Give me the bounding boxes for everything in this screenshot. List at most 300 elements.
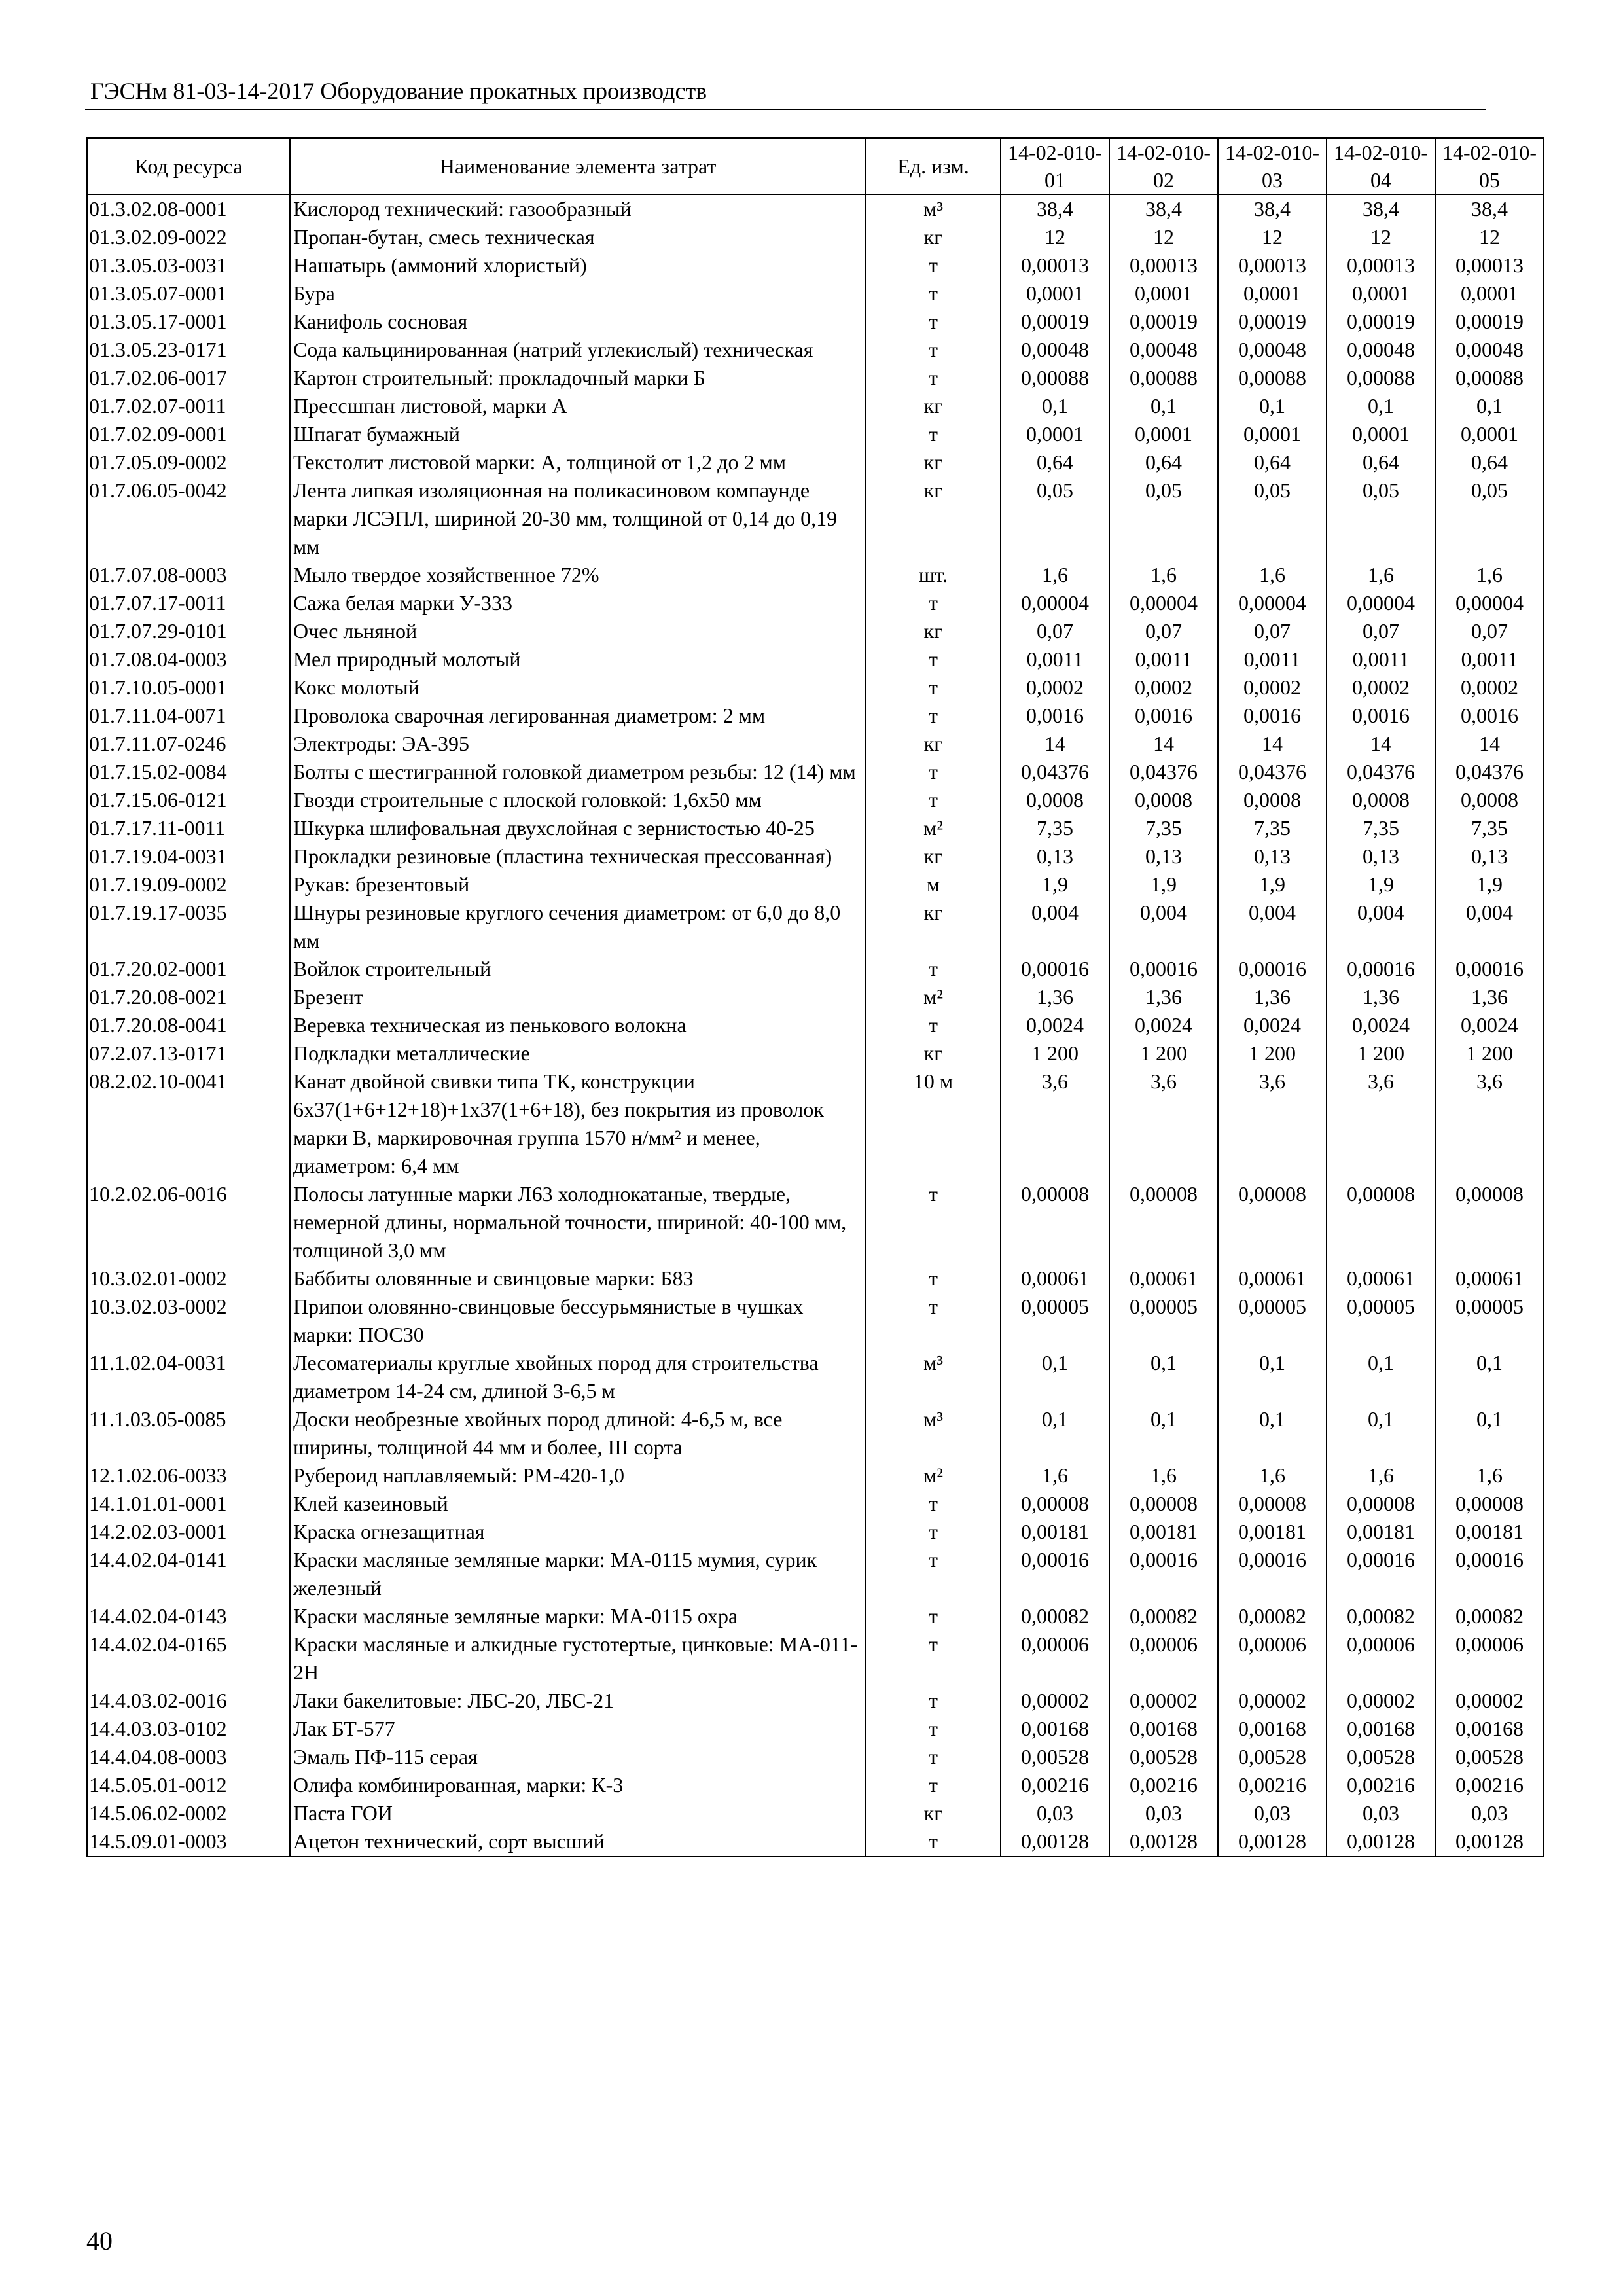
resource-name: Прессшпан листовой, марки А bbox=[290, 392, 866, 420]
resource-name: Канат двойной свивки типа ТК, конструкции 6х37(1+6+12+18)+1х37(1+6+18), без покрытия из проволок марки В, маркировочная группа 1570 н/мм² и менее, диаметром: 6,4 мм bbox=[290, 1067, 866, 1180]
resource-name: Сажа белая марки У-333 bbox=[290, 589, 866, 617]
column-header: Код ресурса bbox=[87, 138, 290, 194]
resource-value: 1,6 bbox=[1435, 561, 1544, 589]
resource-name: Припои оловянно-свинцовые бессурьмянистые в чушках марки: ПОС30 bbox=[290, 1293, 866, 1349]
resource-value: 0,1 bbox=[1109, 1349, 1218, 1405]
page-number: 40 bbox=[86, 2226, 113, 2255]
resource-unit: т bbox=[866, 955, 1001, 983]
table-row bbox=[87, 194, 1544, 223]
resource-value: 0,05 bbox=[1218, 476, 1327, 561]
resource-code: 01.7.05.09-0002 bbox=[87, 448, 290, 476]
resource-value: 14 bbox=[1218, 730, 1327, 758]
resource-value: 0,0011 bbox=[1001, 645, 1109, 673]
table-row bbox=[87, 1518, 1544, 1546]
resource-value: 0,00013 bbox=[1327, 251, 1435, 279]
resource-value: 1,9 bbox=[1327, 870, 1435, 899]
resource-value: 0,00005 bbox=[1327, 1293, 1435, 1349]
resource-value: 0,0001 bbox=[1327, 279, 1435, 308]
resource-value: 0,00008 bbox=[1327, 1490, 1435, 1518]
resource-value: 0,1 bbox=[1435, 1349, 1544, 1405]
table-row bbox=[87, 1039, 1544, 1067]
resource-code: 14.4.04.08-0003 bbox=[87, 1743, 290, 1771]
resource-value: 0,00013 bbox=[1218, 251, 1327, 279]
resource-value: 0,0002 bbox=[1435, 673, 1544, 702]
resource-value: 0,00061 bbox=[1109, 1265, 1218, 1293]
table-row bbox=[87, 223, 1544, 251]
resource-value: 3,6 bbox=[1218, 1067, 1327, 1180]
resource-code: 01.7.08.04-0003 bbox=[87, 645, 290, 673]
table-row bbox=[87, 1293, 1544, 1349]
resource-unit: т bbox=[866, 758, 1001, 786]
resource-value: 0,1 bbox=[1218, 392, 1327, 420]
table-row bbox=[87, 364, 1544, 392]
resource-value: 0,07 bbox=[1218, 617, 1327, 645]
resource-value: 0,0008 bbox=[1327, 786, 1435, 814]
resource-value: 7,35 bbox=[1327, 814, 1435, 842]
resource-value: 1,36 bbox=[1001, 983, 1109, 1011]
resource-value: 0,03 bbox=[1001, 1799, 1109, 1827]
resource-name: Ацетон технический, сорт высший bbox=[290, 1827, 866, 1856]
table-row bbox=[87, 279, 1544, 308]
resource-value: 0,1 bbox=[1001, 392, 1109, 420]
resource-value: 0,00004 bbox=[1435, 589, 1544, 617]
resource-unit: т bbox=[866, 645, 1001, 673]
resource-name: Лента липкая изоляционная на поликасиновом компаунде марки ЛСЭПЛ, шириной 20-30 мм, толщиной от 0,14 до 0,19 мм bbox=[290, 476, 866, 561]
resource-value: 0,1 bbox=[1001, 1405, 1109, 1462]
table-row bbox=[87, 336, 1544, 364]
resource-code: 10.3.02.03-0002 bbox=[87, 1293, 290, 1349]
resource-unit: т bbox=[866, 1265, 1001, 1293]
resource-name: Сода кальцинированная (натрий углекислый) техническая bbox=[290, 336, 866, 364]
table-row bbox=[87, 448, 1544, 476]
resource-code: 01.7.19.17-0035 bbox=[87, 899, 290, 955]
resource-value: 0,0024 bbox=[1109, 1011, 1218, 1039]
resource-code: 11.1.03.05-0085 bbox=[87, 1405, 290, 1462]
resource-value: 1,6 bbox=[1327, 1462, 1435, 1490]
resource-value: 0,00006 bbox=[1001, 1630, 1109, 1687]
table-row bbox=[87, 1799, 1544, 1827]
resource-value: 0,64 bbox=[1109, 448, 1218, 476]
resource-value: 0,00061 bbox=[1327, 1265, 1435, 1293]
table-body bbox=[87, 194, 1544, 1856]
resource-code: 01.7.11.04-0071 bbox=[87, 702, 290, 730]
resource-value: 0,0016 bbox=[1218, 702, 1327, 730]
resource-code: 14.4.03.02-0016 bbox=[87, 1687, 290, 1715]
resource-value: 0,0002 bbox=[1001, 673, 1109, 702]
table-row bbox=[87, 673, 1544, 702]
resource-value: 0,00002 bbox=[1435, 1687, 1544, 1715]
resource-value: 0,13 bbox=[1218, 842, 1327, 870]
resource-value: 0,00013 bbox=[1435, 251, 1544, 279]
resource-value: 0,07 bbox=[1435, 617, 1544, 645]
resource-value: 0,03 bbox=[1109, 1799, 1218, 1827]
resource-value: 0,00002 bbox=[1109, 1687, 1218, 1715]
resource-value: 0,0011 bbox=[1435, 645, 1544, 673]
resource-value: 1,6 bbox=[1109, 561, 1218, 589]
table-row bbox=[87, 1349, 1544, 1405]
resource-unit: т bbox=[866, 308, 1001, 336]
resource-value: 0,00528 bbox=[1218, 1743, 1327, 1771]
resource-value: 0,00006 bbox=[1435, 1630, 1544, 1687]
resource-code: 14.5.05.01-0012 bbox=[87, 1771, 290, 1799]
resource-value: 0,00088 bbox=[1218, 364, 1327, 392]
resource-value: 0,05 bbox=[1001, 476, 1109, 561]
resource-value: 0,04376 bbox=[1001, 758, 1109, 786]
resource-value: 0,00128 bbox=[1001, 1827, 1109, 1856]
resource-value: 0,0001 bbox=[1327, 420, 1435, 448]
resource-value: 0,00216 bbox=[1109, 1771, 1218, 1799]
resource-value: 0,00004 bbox=[1001, 589, 1109, 617]
resource-value: 38,4 bbox=[1109, 194, 1218, 223]
table-row bbox=[87, 1687, 1544, 1715]
resource-value: 0,00002 bbox=[1001, 1687, 1109, 1715]
resource-value: 0,00004 bbox=[1109, 589, 1218, 617]
resource-value: 0,64 bbox=[1001, 448, 1109, 476]
resource-value: 0,00181 bbox=[1109, 1518, 1218, 1546]
resource-value: 0,64 bbox=[1327, 448, 1435, 476]
resource-code: 14.4.03.03-0102 bbox=[87, 1715, 290, 1743]
resource-value: 0,004 bbox=[1435, 899, 1544, 955]
resource-unit: т bbox=[866, 1630, 1001, 1687]
resource-value: 14 bbox=[1109, 730, 1218, 758]
resource-value: 0,05 bbox=[1435, 476, 1544, 561]
resource-code: 01.7.15.02-0084 bbox=[87, 758, 290, 786]
resource-value: 0,004 bbox=[1218, 899, 1327, 955]
resource-name: Эмаль ПФ-115 серая bbox=[290, 1743, 866, 1771]
resource-value: 0,04376 bbox=[1109, 758, 1218, 786]
resource-value: 0,004 bbox=[1001, 899, 1109, 955]
table-row bbox=[87, 1490, 1544, 1518]
table-row bbox=[87, 589, 1544, 617]
resource-code: 01.7.20.02-0001 bbox=[87, 955, 290, 983]
resource-name: Кокс молотый bbox=[290, 673, 866, 702]
resource-value: 12 bbox=[1435, 223, 1544, 251]
resource-name: Прокладки резиновые (пластина техническая прессованная) bbox=[290, 842, 866, 870]
resource-value: 0,0011 bbox=[1327, 645, 1435, 673]
resource-value: 0,0016 bbox=[1435, 702, 1544, 730]
resource-unit: т bbox=[866, 702, 1001, 730]
resource-code: 01.7.15.06-0121 bbox=[87, 786, 290, 814]
resource-name: Мел природный молотый bbox=[290, 645, 866, 673]
resource-value: 0,00006 bbox=[1109, 1630, 1218, 1687]
resource-value: 0,1 bbox=[1109, 392, 1218, 420]
table-row bbox=[87, 1827, 1544, 1856]
resource-value: 0,00004 bbox=[1218, 589, 1327, 617]
resource-value: 0,1 bbox=[1327, 1405, 1435, 1462]
resource-code: 01.7.11.07-0246 bbox=[87, 730, 290, 758]
resource-name: Кислород технический: газообразный bbox=[290, 194, 866, 223]
resource-unit: т bbox=[866, 1602, 1001, 1630]
resource-value: 0,07 bbox=[1109, 617, 1218, 645]
resource-value: 12 bbox=[1218, 223, 1327, 251]
resource-value: 1,36 bbox=[1435, 983, 1544, 1011]
resource-value: 1,6 bbox=[1435, 1462, 1544, 1490]
table-row bbox=[87, 392, 1544, 420]
resource-value: 0,0001 bbox=[1435, 420, 1544, 448]
resource-value: 0,00528 bbox=[1327, 1743, 1435, 1771]
resource-name: Мыло твердое хозяйственное 72% bbox=[290, 561, 866, 589]
resource-value: 3,6 bbox=[1327, 1067, 1435, 1180]
column-header: 14-02-010-03 bbox=[1218, 138, 1327, 194]
resource-unit: т bbox=[866, 589, 1001, 617]
resource-value: 0,00528 bbox=[1435, 1743, 1544, 1771]
resource-value: 0,00013 bbox=[1109, 251, 1218, 279]
resource-value: 1 200 bbox=[1001, 1039, 1109, 1067]
resource-value: 0,00002 bbox=[1218, 1687, 1327, 1715]
resource-value: 0,00005 bbox=[1435, 1293, 1544, 1349]
resource-value: 0,00082 bbox=[1109, 1602, 1218, 1630]
resource-value: 0,00216 bbox=[1218, 1771, 1327, 1799]
resource-code: 07.2.07.13-0171 bbox=[87, 1039, 290, 1067]
resource-value: 0,00061 bbox=[1001, 1265, 1109, 1293]
resource-code: 01.7.02.06-0017 bbox=[87, 364, 290, 392]
resource-unit: шт. bbox=[866, 561, 1001, 589]
resource-value: 0,1 bbox=[1218, 1405, 1327, 1462]
resource-value: 0,00528 bbox=[1001, 1743, 1109, 1771]
column-header: 14-02-010-01 bbox=[1001, 138, 1109, 194]
resource-code: 01.3.05.17-0001 bbox=[87, 308, 290, 336]
resource-value: 0,0002 bbox=[1327, 673, 1435, 702]
table-row bbox=[87, 1546, 1544, 1602]
resource-value: 0,00168 bbox=[1218, 1715, 1327, 1743]
resource-value: 0,1 bbox=[1435, 1405, 1544, 1462]
resource-name: Текстолит листовой марки: А, толщиной от 1,2 до 2 мм bbox=[290, 448, 866, 476]
resource-value: 0,00019 bbox=[1218, 308, 1327, 336]
table-row bbox=[87, 1180, 1544, 1265]
resource-unit: т bbox=[866, 1180, 1001, 1265]
resource-value: 0,0002 bbox=[1218, 673, 1327, 702]
resource-value: 0,00128 bbox=[1109, 1827, 1218, 1856]
resource-value: 0,03 bbox=[1218, 1799, 1327, 1827]
resource-value: 0,00082 bbox=[1435, 1602, 1544, 1630]
resource-value: 0,0016 bbox=[1327, 702, 1435, 730]
resource-value: 0,00082 bbox=[1001, 1602, 1109, 1630]
resource-code: 14.2.02.03-0001 bbox=[87, 1518, 290, 1546]
resource-code: 01.7.20.08-0041 bbox=[87, 1011, 290, 1039]
resource-value: 0,1 bbox=[1435, 392, 1544, 420]
resource-value: 12 bbox=[1001, 223, 1109, 251]
resource-value: 14 bbox=[1001, 730, 1109, 758]
resource-value: 0,00008 bbox=[1001, 1490, 1109, 1518]
table-row bbox=[87, 561, 1544, 589]
resource-value: 0,0024 bbox=[1218, 1011, 1327, 1039]
resource-value: 3,6 bbox=[1109, 1067, 1218, 1180]
resource-value: 0,00008 bbox=[1218, 1490, 1327, 1518]
resource-value: 1 200 bbox=[1327, 1039, 1435, 1067]
resource-value: 0,00216 bbox=[1001, 1771, 1109, 1799]
resource-name: Краски масляные земляные марки: МА-0115 мумия, сурик железный bbox=[290, 1546, 866, 1602]
resource-value: 3,6 bbox=[1435, 1067, 1544, 1180]
resource-value: 0,00048 bbox=[1001, 336, 1109, 364]
resource-name: Лесоматериалы круглые хвойных пород для строительства диаметром 14-24 см, длиной 3-6,5 м bbox=[290, 1349, 866, 1405]
resource-value: 0,00048 bbox=[1327, 336, 1435, 364]
column-header: Ед. изм. bbox=[866, 138, 1001, 194]
table-row bbox=[87, 955, 1544, 983]
table-row bbox=[87, 814, 1544, 842]
resource-value: 0,0016 bbox=[1001, 702, 1109, 730]
table-header-row bbox=[87, 138, 1544, 194]
resource-name: Краски масляные и алкидные густотертые, цинковые: МА-011-2Н bbox=[290, 1630, 866, 1687]
resource-value: 0,00006 bbox=[1327, 1630, 1435, 1687]
resource-unit: т bbox=[866, 1490, 1001, 1518]
resource-name: Лаки бакелитовые: ЛБС-20, ЛБС-21 bbox=[290, 1687, 866, 1715]
resource-value: 0,00008 bbox=[1109, 1490, 1218, 1518]
column-header: 14-02-010-04 bbox=[1327, 138, 1435, 194]
resource-code: 01.3.05.23-0171 bbox=[87, 336, 290, 364]
resource-value: 0,0024 bbox=[1435, 1011, 1544, 1039]
resource-code: 01.7.20.08-0021 bbox=[87, 983, 290, 1011]
resource-value: 7,35 bbox=[1435, 814, 1544, 842]
resource-unit: т bbox=[866, 251, 1001, 279]
resource-value: 0,0008 bbox=[1435, 786, 1544, 814]
resource-unit: т bbox=[866, 1827, 1001, 1856]
resource-value: 0,00048 bbox=[1218, 336, 1327, 364]
resource-value: 0,00016 bbox=[1109, 1546, 1218, 1602]
resource-value: 0,0008 bbox=[1109, 786, 1218, 814]
resource-value: 0,00019 bbox=[1435, 308, 1544, 336]
resource-code: 01.7.07.29-0101 bbox=[87, 617, 290, 645]
table-row bbox=[87, 1067, 1544, 1180]
column-header: 14-02-010-02 bbox=[1109, 138, 1218, 194]
resource-code: 01.7.06.05-0042 bbox=[87, 476, 290, 561]
table-row bbox=[87, 617, 1544, 645]
resource-value: 0,00168 bbox=[1435, 1715, 1544, 1743]
resource-unit: кг bbox=[866, 476, 1001, 561]
table-row bbox=[87, 1771, 1544, 1799]
resource-unit: т bbox=[866, 1011, 1001, 1039]
resource-name: Пропан-бутан, смесь техническая bbox=[290, 223, 866, 251]
resource-value: 0,00008 bbox=[1001, 1180, 1109, 1265]
resource-name: Войлок строительный bbox=[290, 955, 866, 983]
resource-value: 0,00088 bbox=[1435, 364, 1544, 392]
resource-value: 0,00005 bbox=[1001, 1293, 1109, 1349]
resource-unit: т bbox=[866, 1546, 1001, 1602]
resource-unit: кг bbox=[866, 448, 1001, 476]
resource-unit: м² bbox=[866, 983, 1001, 1011]
resource-value: 38,4 bbox=[1001, 194, 1109, 223]
resource-value: 0,00016 bbox=[1218, 1546, 1327, 1602]
resource-value: 0,00008 bbox=[1435, 1490, 1544, 1518]
resource-value: 38,4 bbox=[1327, 194, 1435, 223]
resource-code: 01.7.17.11-0011 bbox=[87, 814, 290, 842]
resource-name: Клей казеиновый bbox=[290, 1490, 866, 1518]
resource-value: 0,00082 bbox=[1327, 1602, 1435, 1630]
resource-value: 14 bbox=[1435, 730, 1544, 758]
resource-unit: кг bbox=[866, 223, 1001, 251]
resource-value: 1,36 bbox=[1218, 983, 1327, 1011]
resource-value: 1,6 bbox=[1109, 1462, 1218, 1490]
resource-value: 0,00088 bbox=[1001, 364, 1109, 392]
table-row bbox=[87, 645, 1544, 673]
resource-value: 0,00168 bbox=[1001, 1715, 1109, 1743]
resource-value: 0,05 bbox=[1327, 476, 1435, 561]
table-row bbox=[87, 1462, 1544, 1490]
resource-name: Очес льняной bbox=[290, 617, 866, 645]
resource-value: 0,004 bbox=[1327, 899, 1435, 955]
resource-value: 1,6 bbox=[1327, 561, 1435, 589]
resource-value: 0,004 bbox=[1109, 899, 1218, 955]
resource-code: 14.1.01.01-0001 bbox=[87, 1490, 290, 1518]
resource-value: 1 200 bbox=[1218, 1039, 1327, 1067]
resource-value: 0,00016 bbox=[1435, 955, 1544, 983]
resource-value: 0,64 bbox=[1218, 448, 1327, 476]
resource-value: 0,0001 bbox=[1001, 279, 1109, 308]
resource-value: 0,0001 bbox=[1109, 420, 1218, 448]
resource-name: Гвозди строительные с плоской головкой: 1,6х50 мм bbox=[290, 786, 866, 814]
resource-value: 1 200 bbox=[1435, 1039, 1544, 1067]
resource-value: 0,00016 bbox=[1435, 1546, 1544, 1602]
resource-value: 0,07 bbox=[1327, 617, 1435, 645]
resource-value: 0,00048 bbox=[1109, 336, 1218, 364]
resource-name: Бура bbox=[290, 279, 866, 308]
resource-value: 0,13 bbox=[1435, 842, 1544, 870]
resource-name: Доски необрезные хвойных пород длиной: 4-6,5 м, все ширины, толщиной 44 мм и более, III сорта bbox=[290, 1405, 866, 1462]
resource-code: 12.1.02.06-0033 bbox=[87, 1462, 290, 1490]
resource-code: 01.3.05.03-0031 bbox=[87, 251, 290, 279]
resource-value: 0,00005 bbox=[1109, 1293, 1218, 1349]
resource-name: Паста ГОИ bbox=[290, 1799, 866, 1827]
table-row bbox=[87, 1715, 1544, 1743]
resource-value: 1 200 bbox=[1109, 1039, 1218, 1067]
resource-unit: кг bbox=[866, 842, 1001, 870]
table-row bbox=[87, 730, 1544, 758]
resource-value: 0,1 bbox=[1109, 1405, 1218, 1462]
table-row bbox=[87, 1011, 1544, 1039]
resource-value: 0,00002 bbox=[1327, 1687, 1435, 1715]
table-row bbox=[87, 1743, 1544, 1771]
resource-value: 1,6 bbox=[1218, 1462, 1327, 1490]
resource-value: 0,00168 bbox=[1109, 1715, 1218, 1743]
resource-unit: т bbox=[866, 420, 1001, 448]
resource-value: 0,00016 bbox=[1327, 1546, 1435, 1602]
resource-unit: т bbox=[866, 1518, 1001, 1546]
resource-code: 01.3.02.09-0022 bbox=[87, 223, 290, 251]
resource-value: 0,1 bbox=[1001, 1349, 1109, 1405]
resource-value: 14 bbox=[1327, 730, 1435, 758]
table-row bbox=[87, 308, 1544, 336]
resource-code: 10.3.02.01-0002 bbox=[87, 1265, 290, 1293]
resource-value: 7,35 bbox=[1109, 814, 1218, 842]
resource-unit: м³ bbox=[866, 1405, 1001, 1462]
resource-value: 3,6 bbox=[1001, 1067, 1109, 1180]
resource-value: 0,03 bbox=[1435, 1799, 1544, 1827]
resource-value: 1,6 bbox=[1218, 561, 1327, 589]
resource-name: Шкурка шлифовальная двухслойная с зернистостью 40-25 bbox=[290, 814, 866, 842]
resource-value: 0,00008 bbox=[1327, 1180, 1435, 1265]
resource-name: Картон строительный: прокладочный марки Б bbox=[290, 364, 866, 392]
resource-unit: т bbox=[866, 1771, 1001, 1799]
resource-value: 0,00016 bbox=[1327, 955, 1435, 983]
resource-name: Канифоль сосновая bbox=[290, 308, 866, 336]
resource-value: 0,00016 bbox=[1001, 955, 1109, 983]
table-row bbox=[87, 983, 1544, 1011]
resource-value: 0,00216 bbox=[1435, 1771, 1544, 1799]
resource-code: 10.2.02.06-0016 bbox=[87, 1180, 290, 1265]
table-row bbox=[87, 420, 1544, 448]
resource-value: 12 bbox=[1327, 223, 1435, 251]
resource-unit: 10 м bbox=[866, 1067, 1001, 1180]
resource-name: Рукав: брезентовый bbox=[290, 870, 866, 899]
resource-value: 1,9 bbox=[1435, 870, 1544, 899]
resource-unit: кг bbox=[866, 899, 1001, 955]
resource-value: 0,1 bbox=[1327, 1349, 1435, 1405]
resource-value: 0,0008 bbox=[1218, 786, 1327, 814]
resource-name: Олифа комбинированная, марки: К-3 bbox=[290, 1771, 866, 1799]
resource-name: Полосы латунные марки Л63 холоднокатаные, твердые, немерной длины, нормальной точности, шириной: 40-100 мм, толщиной 3,0 мм bbox=[290, 1180, 866, 1265]
resource-value: 0,00128 bbox=[1327, 1827, 1435, 1856]
resource-unit: т bbox=[866, 364, 1001, 392]
resource-name: Подкладки металлические bbox=[290, 1039, 866, 1067]
